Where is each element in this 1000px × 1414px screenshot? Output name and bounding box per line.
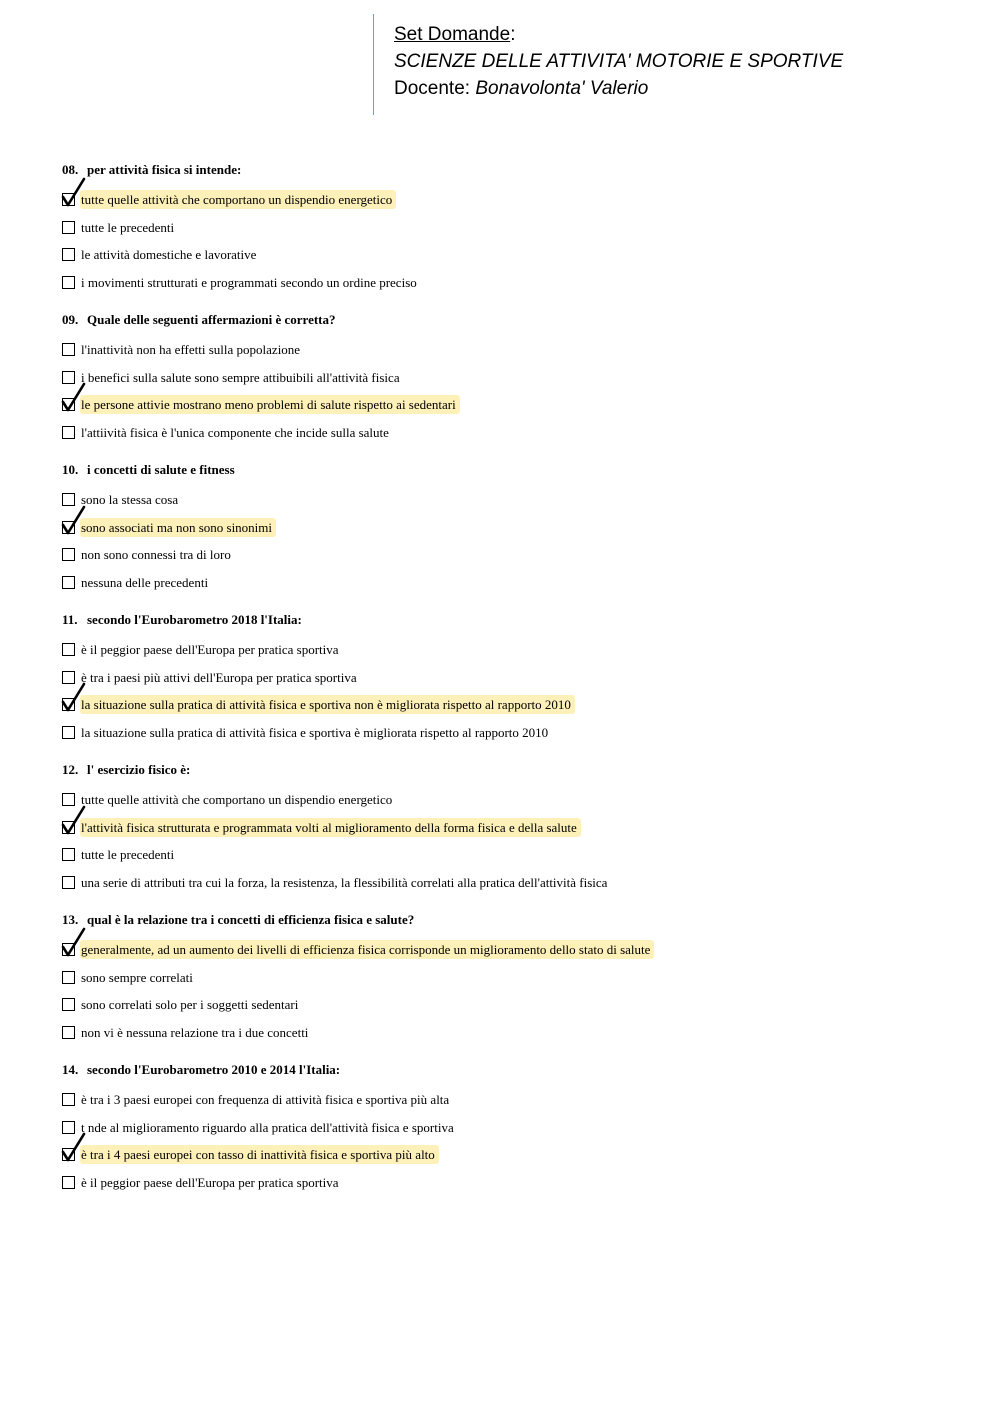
question-title	[62, 460, 962, 480]
answer-option[interactable]	[62, 869, 962, 897]
answer-option[interactable]	[62, 391, 962, 419]
teacher-line	[394, 75, 843, 102]
answer-text: l'attiività fisica è l'unica componente che incide sulla salute	[81, 424, 389, 440]
question-number: 11.	[62, 612, 78, 627]
answer-option[interactable]	[62, 991, 962, 1019]
answer-checkbox[interactable]	[62, 793, 75, 806]
question-text: secondo l'Eurobarometro 2010 e 2014 l'Italia:	[87, 1062, 341, 1077]
question-number: 13.	[62, 912, 79, 927]
answer-checkbox[interactable]	[62, 971, 75, 984]
set-label-line	[394, 21, 843, 48]
question-number: 08.	[62, 162, 79, 177]
answer-checkbox[interactable]	[62, 643, 75, 656]
answer-text: le persone attivie mostrano meno problemi di salute rispetto ai sedentari	[80, 395, 460, 414]
question-list	[62, 160, 962, 1210]
answer-option[interactable]	[62, 419, 962, 447]
answer-checkbox[interactable]	[62, 521, 75, 534]
question-block	[62, 760, 962, 896]
question-number: 12.	[62, 762, 79, 777]
answer-option[interactable]	[62, 1114, 962, 1142]
question-title	[62, 910, 962, 930]
answer-option[interactable]	[62, 841, 962, 869]
answer-checkbox[interactable]	[62, 1176, 75, 1189]
answer-text: la situazione sulla pratica di attività fisica e sportiva non è migliorata rispetto al rapporto 2010	[80, 695, 575, 714]
answer-text: è il peggior paese dell'Europa per pratica sportiva	[81, 1174, 339, 1190]
answer-option[interactable]	[62, 186, 962, 214]
answer-option[interactable]	[62, 1019, 962, 1047]
question-block	[62, 160, 962, 296]
answer-checkbox[interactable]	[62, 998, 75, 1011]
answer-option[interactable]	[62, 241, 962, 269]
answer-option[interactable]	[62, 664, 962, 692]
question-number: 10.	[62, 462, 79, 477]
answer-option[interactable]	[62, 636, 962, 664]
answer-option[interactable]	[62, 269, 962, 297]
teacher-label: Docente:	[394, 78, 476, 99]
answer-checkbox[interactable]	[62, 343, 75, 356]
answer-text: generalmente, ad un aumento dei livelli di efficienza fisica corrisponde un miglioramento dello stato di salute	[80, 940, 654, 959]
answer-text: l'inattività non ha effetti sulla popolazione	[81, 342, 301, 358]
answer-text: una serie di attributi tra cui la forza, la resistenza, la flessibilità correlati alla pratica dell'attività fisica	[81, 874, 608, 890]
question-title	[62, 1060, 962, 1080]
course-title: SCIENZE DELLE ATTIVITA' MOTORIE E SPORTIVE	[394, 51, 844, 72]
answer-checkbox[interactable]	[62, 248, 75, 261]
question-block	[62, 460, 962, 596]
answer-option[interactable]	[62, 486, 962, 514]
answer-checkbox[interactable]	[62, 193, 75, 206]
answer-checkbox[interactable]	[62, 1026, 75, 1039]
question-text: l' esercizio fisico è:	[87, 762, 191, 777]
question-block	[62, 910, 962, 1046]
answer-option[interactable]	[62, 936, 962, 964]
answer-checkbox[interactable]	[62, 1148, 75, 1161]
question-text: i concetti di salute e fitness	[87, 462, 235, 477]
answer-option[interactable]	[62, 786, 962, 814]
answer-checkbox[interactable]	[62, 698, 75, 711]
answer-checkbox[interactable]	[62, 426, 75, 439]
answer-option[interactable]	[62, 336, 962, 364]
answer-text: è il peggior paese dell'Europa per pratica sportiva	[81, 642, 339, 658]
answer-option[interactable]	[62, 719, 962, 747]
answer-option[interactable]	[62, 1086, 962, 1114]
answer-checkbox[interactable]	[62, 548, 75, 561]
answer-text: l'attività fisica strutturata e programmata volti al miglioramento della forma fisica e della salute	[80, 818, 581, 837]
answer-checkbox[interactable]	[62, 276, 75, 289]
answer-text: le attività domestiche e lavorative	[81, 247, 257, 263]
answer-option[interactable]	[62, 541, 962, 569]
answer-checkbox[interactable]	[62, 1093, 75, 1106]
answer-checkbox[interactable]	[62, 493, 75, 506]
answer-text: non sono connessi tra di loro	[81, 547, 231, 563]
answer-text: i movimenti strutturati e programmati secondo un ordine preciso	[81, 274, 417, 290]
answer-text: sono associati ma non sono sinonimi	[80, 518, 276, 537]
question-title	[62, 310, 962, 330]
answer-text: tutte quelle attività che comportano un dispendio energetico	[80, 190, 396, 209]
answer-text: è tra i 3 paesi europei con frequenza di attività fisica e sportiva più alta	[81, 1092, 450, 1108]
answer-option[interactable]	[62, 1169, 962, 1197]
answer-checkbox[interactable]	[62, 848, 75, 861]
answer-option[interactable]	[62, 691, 962, 719]
question-number: 09.	[62, 312, 79, 327]
question-title	[62, 610, 962, 630]
question-block	[62, 610, 962, 746]
answer-text: t nde al miglioramento riguardo alla pratica dell'attività fisica e sportiva	[81, 1119, 454, 1135]
set-label: Set Domande	[394, 24, 511, 45]
answer-checkbox[interactable]	[62, 576, 75, 589]
answer-text: tutte le precedenti	[81, 847, 175, 863]
answer-option[interactable]	[62, 1141, 962, 1169]
answer-text: è tra i 4 paesi europei con tasso di inattività fisica e sportiva più alto	[80, 1145, 439, 1164]
question-text: Quale delle seguenti affermazioni è corretta?	[87, 312, 336, 327]
teacher-name: Bonavolonta' Valerio	[475, 78, 649, 99]
answer-checkbox[interactable]	[62, 943, 75, 956]
answer-text: non vi è nessuna relazione tra i due concetti	[81, 1024, 309, 1040]
question-block	[62, 310, 962, 446]
set-label-colon: :	[510, 24, 516, 45]
question-title	[62, 760, 962, 780]
question-text: qual è la relazione tra i concetti di efficienza fisica e salute?	[87, 912, 415, 927]
answer-text: tutte le precedenti	[81, 219, 175, 235]
answer-text: tutte quelle attività che comportano un dispendio energetico	[81, 792, 393, 808]
answer-text: la situazione sulla pratica di attività fisica e sportiva è migliorata rispetto al rapporto 2010	[81, 724, 549, 740]
answer-checkbox[interactable]	[62, 1121, 75, 1134]
answer-text: sono la stessa cosa	[81, 492, 179, 508]
answer-option[interactable]	[62, 814, 962, 842]
answer-text: sono sempre correlati	[81, 969, 193, 985]
answer-option[interactable]	[62, 964, 962, 992]
question-text: secondo l'Eurobarometro 2018 l'Italia:	[87, 612, 302, 627]
answer-text: i benefici sulla salute sono sempre attibuibili all'attività fisica	[81, 369, 400, 385]
question-block	[62, 1060, 962, 1196]
answer-option[interactable]	[62, 514, 962, 542]
answer-checkbox[interactable]	[62, 371, 75, 384]
answer-option[interactable]	[62, 569, 962, 597]
answer-text: sono correlati solo per i soggetti sedentari	[81, 997, 299, 1013]
answer-checkbox[interactable]	[62, 876, 75, 889]
answer-checkbox[interactable]	[62, 726, 75, 739]
answer-option[interactable]	[62, 214, 962, 242]
question-title	[62, 160, 962, 180]
answer-checkbox[interactable]	[62, 671, 75, 684]
question-number: 14.	[62, 1062, 79, 1077]
document-header	[373, 14, 843, 115]
answer-checkbox[interactable]	[62, 398, 75, 411]
question-text: per attività fisica si intende:	[87, 162, 242, 177]
answer-checkbox[interactable]	[62, 821, 75, 834]
answer-option[interactable]	[62, 364, 962, 392]
answer-text: nessuna delle precedenti	[81, 574, 209, 590]
answer-checkbox[interactable]	[62, 221, 75, 234]
answer-text: è tra i paesi più attivi dell'Europa per pratica sportiva	[81, 669, 357, 685]
